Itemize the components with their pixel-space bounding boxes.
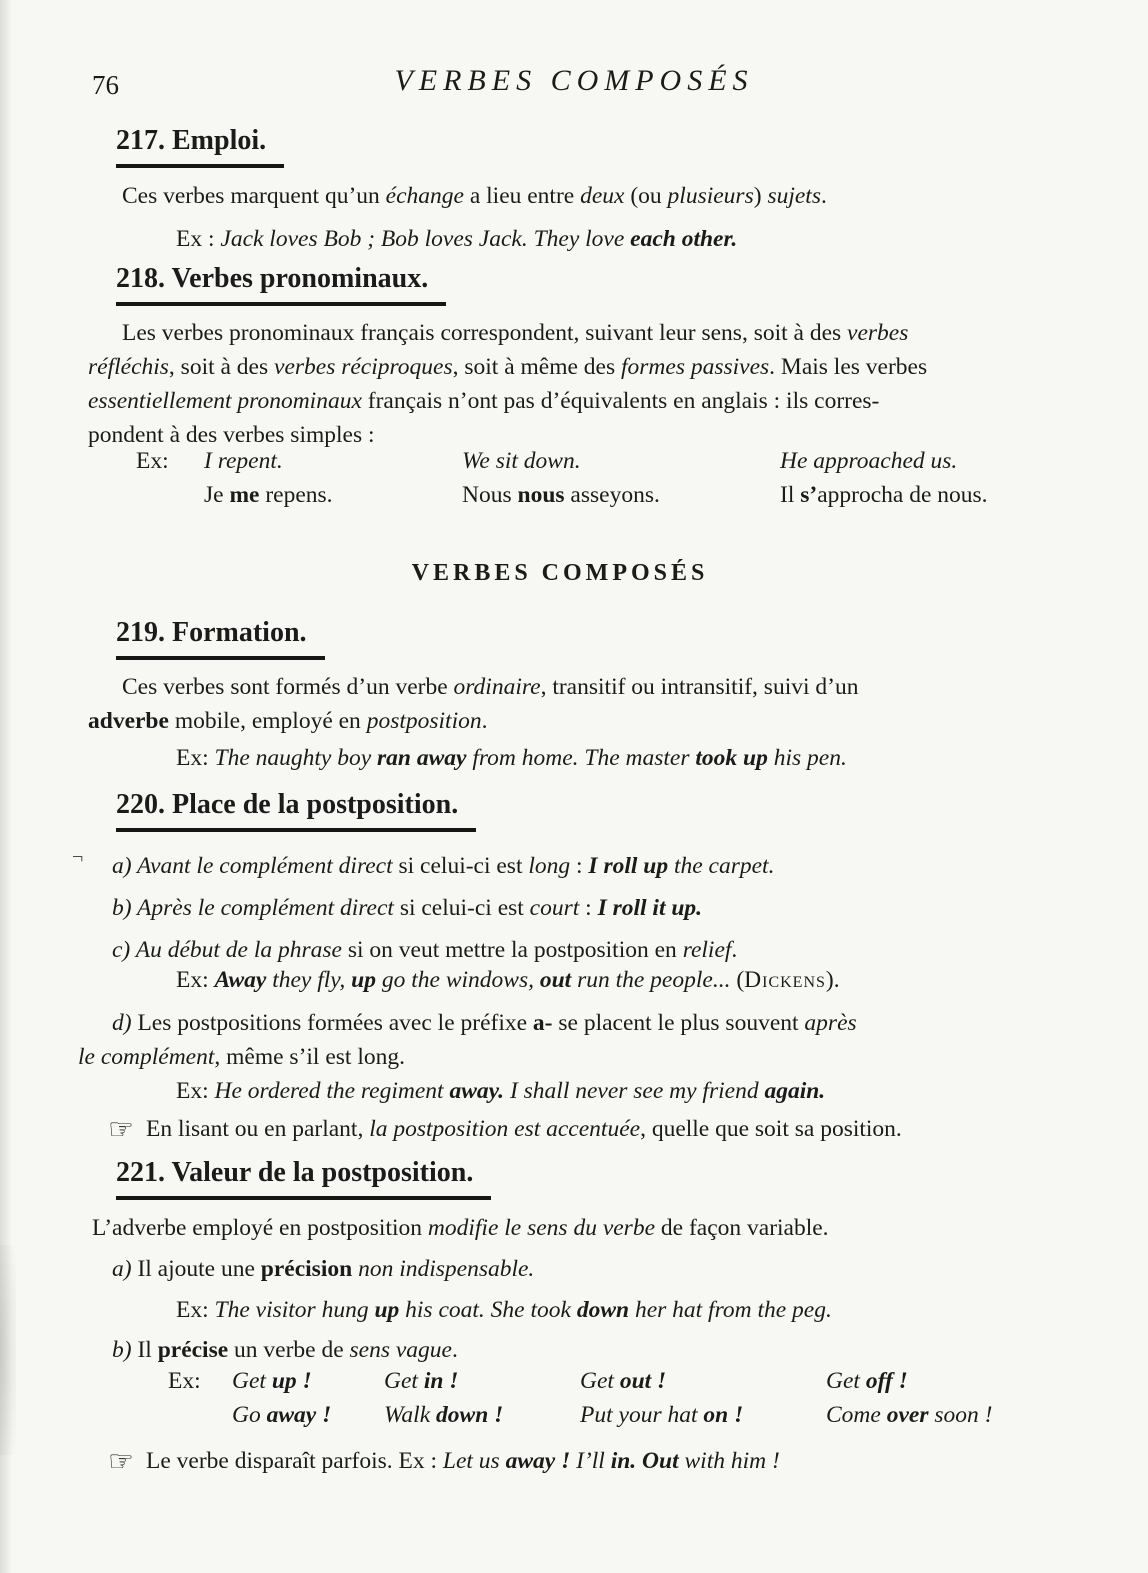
- text-segment: Away: [214, 967, 267, 993]
- text-segment: away.: [449, 1078, 505, 1104]
- text-segment: si on veut mettre la postposition en: [341, 937, 683, 963]
- text-segment: from home. The master: [466, 745, 696, 771]
- text-segment: le complément: [78, 1044, 215, 1070]
- text-segment: out: [539, 967, 572, 993]
- text-segment: VERBES COMPOSÉS: [411, 560, 709, 586]
- text-segment: 220. Place de la postposition.: [116, 789, 459, 820]
- text-segment: si celui-ci est: [392, 853, 529, 879]
- item-221-a: [0, 1252, 1120, 1286]
- text-segment: I shall never see my friend: [504, 1078, 765, 1104]
- heading-text: [116, 126, 284, 168]
- text-segment: Le verbe disparaît parfois. Ex :: [146, 1448, 443, 1474]
- section-heading-219: [0, 618, 1120, 660]
- text-segment: , soit à même des: [452, 354, 621, 380]
- text-segment: Les verbes pronominaux français correspondent, suivant leur sens, soit à des: [122, 320, 848, 346]
- text-segment: away !: [266, 1402, 332, 1428]
- text-line: [580, 1364, 826, 1398]
- para-220-d: [0, 1006, 1120, 1074]
- text-line: [462, 444, 780, 478]
- text-line: [204, 444, 462, 478]
- text-segment: Put your hat: [580, 1402, 704, 1428]
- text-segment: approcha de nous.: [817, 482, 988, 508]
- text-segment: adverbe: [88, 708, 169, 734]
- text-segment: Ex:: [176, 1297, 215, 1323]
- section-heading-217: [0, 126, 1120, 168]
- text-segment: me: [229, 482, 260, 508]
- item-220-c: [0, 933, 1120, 967]
- text-segment: Ex:: [176, 745, 215, 771]
- para-221: [0, 1211, 1120, 1245]
- text-line: [826, 1398, 992, 1432]
- text-segment: non indispensable.: [358, 1256, 535, 1282]
- text-segment: Get: [826, 1368, 866, 1394]
- section-heading-220: [0, 790, 1120, 832]
- text-segment: away !: [505, 1448, 571, 1474]
- text-segment: après: [804, 1010, 857, 1036]
- text-segment: , même s’il est long.: [214, 1044, 405, 1070]
- example-column: [580, 1364, 826, 1432]
- text-segment: He approached us.: [780, 448, 958, 474]
- example-column: [462, 444, 780, 512]
- text-line: [0, 1006, 1120, 1040]
- text-segment: a lieu entre: [463, 183, 581, 209]
- text-segment: 219. Formation.: [116, 617, 307, 648]
- text-line: [0, 179, 1120, 213]
- text-segment: I roll up: [588, 853, 669, 879]
- text-line: [384, 1364, 580, 1398]
- text-segment: Dickens: [744, 967, 826, 993]
- text-segment: Get: [232, 1368, 272, 1394]
- text-segment: sujets: [767, 183, 821, 209]
- text-segment: b): [112, 895, 138, 921]
- text-segment: Il: [780, 482, 801, 508]
- text-segment: , transitif ou intransitif, suivi d’un: [540, 674, 859, 700]
- example-prefix: [136, 444, 204, 512]
- page-number: 76: [92, 70, 119, 100]
- text-segment: go the windows,: [375, 967, 540, 993]
- text-segment: français n’ont pas d’équivalents en anglais : ils corres-: [361, 388, 880, 414]
- text-segment: ran away: [377, 745, 467, 771]
- text-segment: Ex:: [168, 1368, 201, 1394]
- text-segment: in !: [423, 1368, 459, 1394]
- text-segment: run the people...: [571, 967, 737, 993]
- text-segment: Avant le complément direct: [137, 853, 393, 879]
- text-segment: The visitor hung: [214, 1297, 375, 1323]
- text-segment: Get: [580, 1368, 620, 1394]
- text-line: [0, 1211, 1120, 1245]
- text-segment: We sit down.: [462, 448, 581, 474]
- text-segment: off !: [865, 1368, 908, 1394]
- text-segment: deux: [580, 183, 625, 209]
- text-segment: Ces verbes marquent qu’un: [122, 183, 386, 209]
- text-segment: down: [576, 1297, 630, 1323]
- heading-text: [116, 618, 325, 660]
- text-segment: Walk: [384, 1402, 437, 1428]
- text-segment: si celui-ci est: [393, 895, 530, 921]
- text-line: [580, 1398, 826, 1432]
- example-column: [232, 1364, 384, 1432]
- item-220-b: [0, 891, 1120, 925]
- heading-text: [116, 1158, 491, 1200]
- text-segment: up: [351, 967, 376, 993]
- text-segment: formes passives: [621, 354, 770, 380]
- text-segment: sens vague: [349, 1337, 452, 1363]
- para-219: [0, 670, 1120, 738]
- text-segment: up: [374, 1297, 400, 1323]
- example-220-d: [0, 1074, 1120, 1108]
- text-segment: modifie le sens du verbe: [427, 1215, 656, 1241]
- text-segment: Go: [232, 1402, 267, 1428]
- text-segment: Ex:: [176, 1078, 215, 1104]
- text-line: [232, 1398, 384, 1432]
- text-segment: I repent.: [204, 448, 283, 474]
- text-segment: they fly,: [266, 967, 352, 993]
- text-segment: up !: [271, 1368, 312, 1394]
- text-line: [780, 478, 988, 512]
- text-segment: b): [112, 1337, 138, 1363]
- text-segment: Les postpositions formées avec le préfixe: [137, 1010, 533, 1036]
- text-segment: En lisant ou en parlant,: [146, 1116, 370, 1142]
- text-segment: asseyons.: [564, 482, 660, 508]
- text-segment: postposition: [366, 708, 482, 734]
- text-segment: on !: [703, 1402, 744, 1428]
- text-segment: Ces verbes sont formés d’un verbe: [122, 674, 454, 700]
- text-segment: 221. Valeur de la postposition.: [116, 1157, 474, 1188]
- text-segment: se placent le plus souvent: [552, 1010, 805, 1036]
- text-line: [0, 350, 1120, 384]
- example-221-a: [0, 1293, 1120, 1327]
- text-segment: repens.: [259, 482, 333, 508]
- text-segment: verbes réciproques: [274, 354, 453, 380]
- examples-218-columns: [0, 444, 1120, 512]
- text-segment: 218. Verbes pronominaux.: [116, 263, 429, 294]
- text-segment: Jack loves Bob ; Bob loves Jack. They love: [220, 226, 631, 252]
- text-segment: Ex :: [176, 226, 221, 252]
- text-line: [204, 478, 462, 512]
- example-column: [384, 1364, 580, 1432]
- text-segment: .: [481, 708, 488, 734]
- text-segment: nous: [517, 482, 565, 508]
- text-segment: her hat from the peg.: [629, 1297, 832, 1323]
- text-segment: soon !: [928, 1402, 993, 1428]
- margin-mark-artifact: ¬: [72, 846, 84, 868]
- text-segment: précision: [260, 1256, 353, 1282]
- text-segment: , soit à des: [168, 354, 275, 380]
- text-line: [0, 704, 1120, 738]
- text-segment: the carpet.: [668, 853, 775, 879]
- text-line: [462, 478, 780, 512]
- text-segment: long: [528, 853, 571, 879]
- para-217: [0, 179, 1120, 213]
- text-line: [232, 1364, 384, 1398]
- text-segment: a-: [532, 1010, 553, 1036]
- text-line: [0, 316, 1120, 350]
- text-segment: essentiellement pronominaux: [88, 388, 362, 414]
- text-line: [780, 444, 988, 478]
- text-segment: a): [112, 853, 138, 879]
- text-segment: ): [753, 183, 768, 209]
- text-segment: :: [579, 895, 598, 921]
- text-segment: a): [112, 1256, 138, 1282]
- text-segment: I roll it up.: [597, 895, 703, 921]
- text-segment: Ex:: [136, 448, 169, 474]
- text-segment: in.: [610, 1448, 637, 1474]
- text-segment: ordinaire: [453, 674, 541, 700]
- text-segment: mobile, employé en: [168, 708, 367, 734]
- text-segment: .: [452, 1337, 458, 1363]
- text-line: [826, 1364, 992, 1398]
- section-heading-218: [0, 264, 1120, 306]
- text-segment: took up: [695, 745, 768, 771]
- text-segment: c): [112, 937, 136, 963]
- text-segment: (ou: [624, 183, 668, 209]
- running-header-title: VERBES COMPOSÉS: [394, 64, 754, 97]
- text-segment: Nous: [462, 482, 518, 508]
- text-segment: court: [529, 895, 580, 921]
- text-segment: de façon variable.: [655, 1215, 829, 1241]
- examples-221-columns: [0, 1364, 1120, 1432]
- example-column: [826, 1364, 992, 1432]
- example-prefix: [168, 1364, 232, 1432]
- text-segment: Out: [642, 1448, 679, 1474]
- text-segment: d): [112, 1010, 138, 1036]
- text-segment: échange: [385, 183, 464, 209]
- text-segment: , quelle que soit sa position.: [640, 1116, 902, 1142]
- text-segment: 217. Emploi.: [116, 125, 267, 156]
- text-segment: L’adverbe employé en postposition: [92, 1215, 428, 1241]
- text-segment: ).: [825, 967, 840, 993]
- text-segment: each other.: [630, 226, 738, 252]
- text-segment: over: [886, 1402, 929, 1428]
- text-segment: la postposition est accentuée: [369, 1116, 641, 1142]
- text-segment: his pen.: [767, 745, 847, 771]
- text-segment: Come: [826, 1402, 887, 1428]
- text-segment: .: [731, 937, 738, 963]
- example-219: [0, 741, 1120, 775]
- text-segment: un verbe de: [228, 1337, 350, 1363]
- text-line: [0, 670, 1120, 704]
- text-line: [0, 1040, 1120, 1074]
- text-segment: Ex:: [176, 967, 215, 993]
- text-segment: plusieurs: [667, 183, 754, 209]
- text-segment: with him !: [678, 1448, 780, 1474]
- text-segment: s’: [800, 482, 818, 508]
- text-segment: Après le complément direct: [137, 895, 394, 921]
- text-segment: down !: [436, 1402, 504, 1428]
- example-217: [0, 222, 1120, 256]
- example-220-c: [0, 963, 1120, 997]
- text-segment: The naughty boy: [214, 745, 378, 771]
- note-postposition-accent: [0, 1112, 1120, 1147]
- mid-heading-verbes-composes: [0, 556, 1120, 590]
- text-segment: I’ll: [570, 1448, 611, 1474]
- text-segment: (: [736, 967, 745, 993]
- text-segment: . Mais les verbes: [769, 354, 928, 380]
- text-segment: He ordered the regiment: [214, 1078, 450, 1104]
- text-segment: précise: [157, 1337, 229, 1363]
- note-verb-disappears: [0, 1444, 1120, 1479]
- text-segment: Je: [204, 482, 230, 508]
- text-segment: Get: [384, 1368, 424, 1394]
- item-221-b: [0, 1333, 1120, 1367]
- item-220-a: [0, 849, 1120, 883]
- text-segment: pondent à des verbes simples :: [88, 422, 375, 448]
- text-segment: relief: [682, 937, 732, 963]
- text-segment: Au début de la phrase: [135, 937, 342, 963]
- text-segment: again.: [764, 1078, 826, 1104]
- text-line: [384, 1398, 580, 1432]
- heading-text: [116, 790, 476, 832]
- pointing-hand-icon: ☞: [108, 1114, 134, 1146]
- text-line: [0, 384, 1120, 418]
- text-segment: .: [820, 183, 827, 209]
- text-segment: out !: [619, 1368, 667, 1394]
- page-header: [0, 64, 1148, 110]
- section-heading-221: [0, 1158, 1120, 1200]
- pointing-hand-icon: ☞: [108, 1446, 134, 1478]
- text-segment: réfléchis: [88, 354, 169, 380]
- text-segment: Il: [137, 1337, 158, 1363]
- text-segment: :: [570, 853, 589, 879]
- text-segment: verbes: [847, 320, 909, 346]
- example-column: [780, 444, 988, 512]
- text-segment: his coat. She took: [399, 1297, 577, 1323]
- heading-text: [116, 264, 446, 306]
- text-segment: Il ajoute une: [137, 1256, 261, 1282]
- example-column: [204, 444, 462, 512]
- para-218: [0, 316, 1120, 452]
- text-segment: Let us: [442, 1448, 506, 1474]
